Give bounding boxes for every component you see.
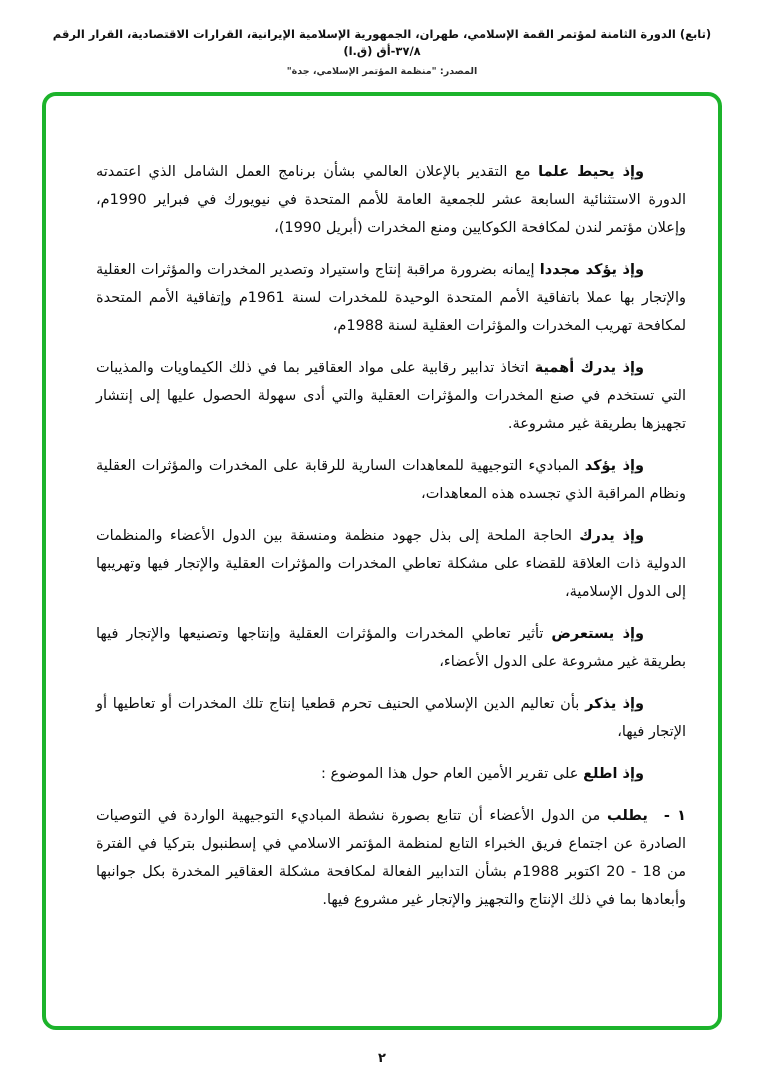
paragraph-lead: وإذ يؤكد مجددا: [539, 262, 644, 278]
paragraph: [96, 354, 686, 438]
paragraph-lead: وإذ اطلع: [583, 766, 644, 782]
paragraph-lead: وإذ يدرك أهمية: [534, 360, 645, 376]
paragraph-text: اتخاذ تدابير رقابية على مواد العقاقير بما في ذلك الكيماويات والمذيبات التي تستخدم في صنع المخدرات والمؤثرات العقلية والتي أدى سهولة الحصول عليها إلى إنتشار تجهيزها بطريقة غير مشروعة.: [96, 360, 686, 432]
paragraph-lead: وإذ يحيط علما: [538, 164, 645, 180]
paragraph-text: إيمانه بضرورة مراقبة إنتاج واستيراد وتصدير المخدرات والمؤثرات العقلية والإتجار بها عملا باتفاقية الأمم المتحدة الوحيدة للمخدرات لسنة 1961م وإتفاقية الأمم المتحدة لمكافحة تهريب المخدرات والمؤثرات العقلية لسنة 1988م،: [96, 262, 686, 334]
header-source: المصدر: "منظمة المؤتمر الإسلامي، جدة": [286, 65, 478, 77]
paragraph-lead: وإذ يدرك: [579, 528, 644, 544]
paragraph: [96, 690, 686, 746]
paragraph: [96, 802, 686, 914]
document-header: [36, 26, 728, 77]
paragraph-text: على تقرير الأمين العام حول هذا الموضوع :: [320, 766, 584, 782]
paragraph: [96, 522, 686, 606]
page-number: ٢: [378, 1051, 386, 1066]
paragraph-text: المباديء التوجيهية للمعاهدات السارية للرقابة على المخدرات والمؤثرات العقلية ونظام المراقبة الذي تجسده هذه المعاهدات،: [96, 458, 686, 502]
item-number: ١ -: [663, 808, 686, 824]
paragraph: [96, 256, 686, 340]
document-frame: [42, 92, 722, 1030]
paragraph-lead: وإذ يؤكد: [584, 458, 644, 474]
paragraph-text: من الدول الأعضاء أن تتابع بصورة نشطة المباديء التوجيهية الواردة في التوصيات الصادرة عن اجتماع فريق الخبراء التابع لمنظمة المؤتمر الاسلامي في إسطنبول بتركيا في الفترة من 18 - 20 اكتوبر 1988م بشأن التدابير الفعالة لمكافحة مشكلة العقاقير المخدرة بكل جوانبها وأبعادها بما في ذلك الإنتاج والتجهيز والإتجار غير مشروع فيها.: [96, 808, 686, 908]
paragraph: [96, 158, 686, 242]
paragraph-text: تأثير تعاطي المخدرات والمؤثرات العقلية وإنتاجها وتصنيعها والإتجار فيها بطريقة غير مشروعة على الدول الأعضاء،: [96, 626, 686, 670]
document-body: [96, 158, 686, 996]
paragraph-lead: وإذ يستعرض: [551, 626, 644, 642]
paragraph-text: الحاجة الملحة إلى بذل جهود منظمة ومنسقة بين الدول الأعضاء والمنظمات الدولية ذات العلاقة للقضاء على مشكلة تعاطي المخدرات والمؤثرات العقلية والإتجار فيها وتهريبها إلى الدول الإسلامية،: [96, 528, 686, 600]
paragraph: [96, 620, 686, 676]
paragraph-text: مع التقدير بالإعلان العالمي بشأن برنامج العمل الشامل الذي اعتمدته الدورة الاستثنائية السابعة عشر للجمعية العامة للأمم المتحدة في نيويورك في فبراير 1990م، وإعلان مؤتمر لندن لمكافحة الكوكايين ومنع المخدرات (أبريل 1990)،: [96, 164, 686, 236]
paragraph-lead: يطلب: [607, 808, 648, 824]
paragraph: [96, 452, 686, 508]
header-title: (تابع) الدورة الثامنة لمؤتمر القمة الإسلامي، طهران، الجمهورية الإسلامية الإيرانية، القرارات الاقتصادية، القرار الرقم ٣٧/٨-أق (ق.ا): [52, 27, 712, 59]
paragraph-lead: وإذ يذكر: [585, 696, 644, 712]
paragraph: [96, 760, 686, 788]
paragraph-text: بأن تعاليم الدين الإسلامي الحنيف تحرم قطعيا إنتاج تلك المخدرات أو تعاطيها أو الإتجار فيها،: [96, 696, 686, 740]
